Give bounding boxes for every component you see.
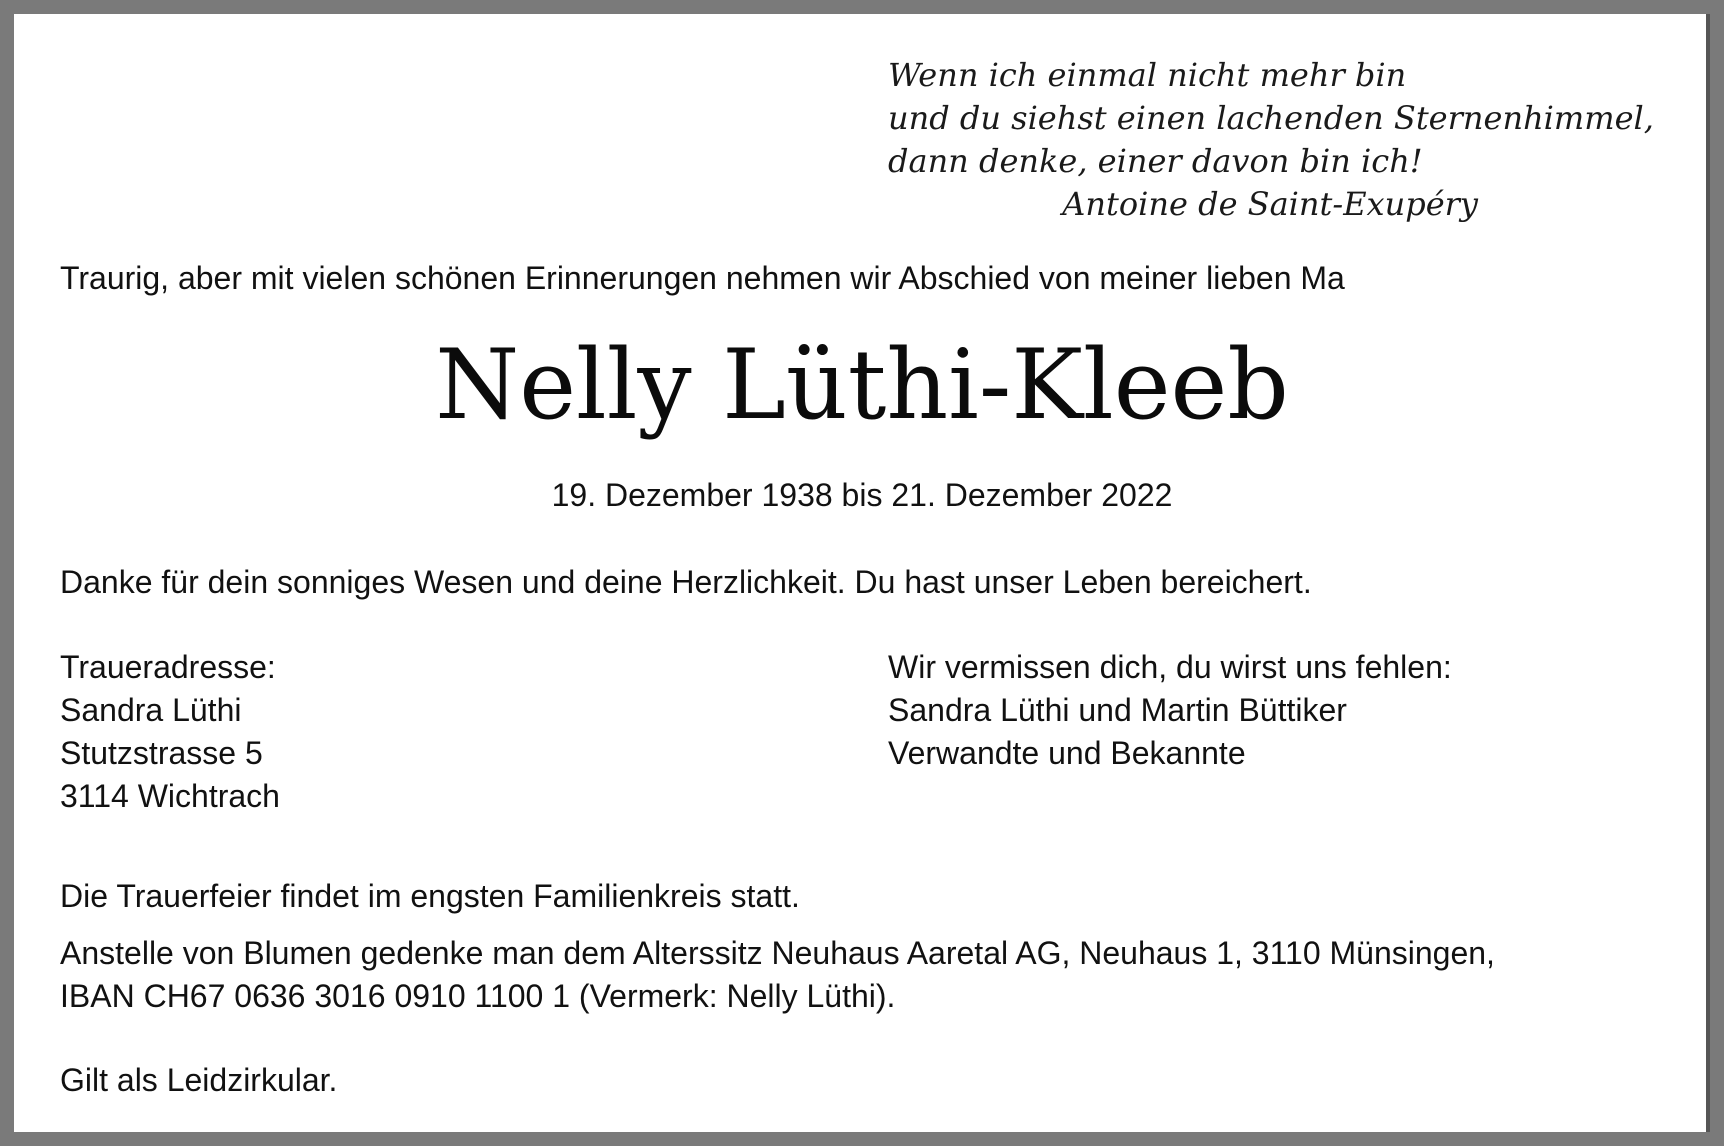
poem-line: Wenn ich einmal nicht mehr bin (888, 56, 1407, 94)
life-dates: 19. Dezember 1938 bis 21. Dezember 2022 (551, 477, 1173, 513)
donation-note (60, 932, 1495, 1018)
poem-quote (888, 54, 1654, 226)
address-street: Stutzstrasse 5 (60, 735, 263, 771)
donation-line: Anstelle von Blumen gedenke man dem Alterssitz Neuhaus Aaretal AG, Neuhaus 1, 3110 Münsingen, (60, 935, 1495, 971)
address-label: Traueradresse: (60, 649, 276, 685)
obituary-page (14, 14, 1710, 1132)
mourners-line: Verwandte und Bekannte (888, 735, 1246, 771)
address-city: 3114 Wichtrach (60, 778, 280, 814)
mourners-line: Sandra Lüthi und Martin Büttiker (888, 692, 1347, 728)
donation-line: IBAN CH67 0636 3016 0910 1100 1 (Vermerk: Nelly Lüthi). (60, 978, 896, 1014)
thanks-text: Danke für dein sonniges Wesen und deine Herzlichkeit. Du hast unser Leben bereichert. (60, 564, 1312, 600)
poem-line: und du siehst einen lachenden Sternenhimmel, (888, 99, 1654, 137)
poem-line: dann denke, einer davon bin ich! (888, 142, 1423, 180)
intro-text: Traurig, aber mit vielen schönen Erinnerungen nehmen wir Abschied von meiner lieben Ma (60, 260, 1345, 296)
deceased-name: Nelly Lüthi-Kleeb (435, 329, 1289, 441)
mourners-label: Wir vermissen dich, du wirst uns fehlen: (888, 649, 1452, 685)
mourners-list (888, 646, 1452, 775)
poem-author: Antoine de Saint-Exupéry (1062, 185, 1478, 223)
mourning-address (60, 646, 280, 818)
circular-note: Gilt als Leidzirkular. (60, 1062, 338, 1098)
address-name: Sandra Lüthi (60, 692, 242, 728)
ceremony-note: Die Trauerfeier findet im engsten Familienkreis statt. (60, 878, 800, 914)
